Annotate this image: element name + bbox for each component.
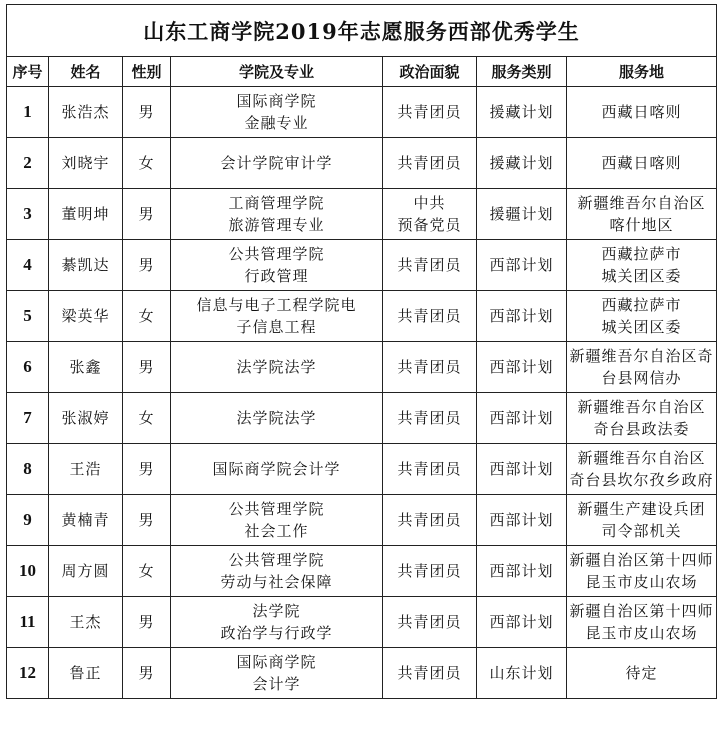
table-row [7, 138, 717, 189]
cell-name: 王浩 [49, 444, 123, 495]
cell-college-line: 公共管理学院 [228, 551, 325, 569]
cell-name: 梁英华 [49, 291, 123, 342]
cell-politics-line: 共青团员 [397, 562, 462, 580]
cell-college [171, 189, 383, 240]
cell-politics [383, 291, 477, 342]
cell-politics [383, 87, 477, 138]
cell-name: 黄楠青 [49, 495, 123, 546]
cell-name: 王杰 [49, 597, 123, 648]
cell-politics-line: 中共 [413, 194, 446, 212]
cell-place [567, 240, 717, 291]
cell-no: 6 [7, 342, 49, 393]
cell-category: 山东计划 [477, 648, 567, 699]
cell-gender: 男 [123, 189, 171, 240]
table-row [7, 87, 717, 138]
cell-politics [383, 495, 477, 546]
cell-place-line: 城关团区委 [601, 267, 682, 285]
cell-gender: 女 [123, 546, 171, 597]
cell-category: 西部计划 [477, 597, 567, 648]
cell-place [567, 546, 717, 597]
cell-gender: 男 [123, 240, 171, 291]
cell-no: 3 [7, 189, 49, 240]
table-body [7, 87, 717, 699]
cell-name: 周方圆 [49, 546, 123, 597]
cell-no: 7 [7, 393, 49, 444]
table-title: 山东工商学院2019年志愿服务西部优秀学生 [7, 5, 717, 57]
cell-place-line: 西藏拉萨市 [601, 296, 682, 314]
cell-no: 5 [7, 291, 49, 342]
cell-politics [383, 444, 477, 495]
cell-no: 2 [7, 138, 49, 189]
cell-place-line: 奇台县政法委 [593, 420, 690, 438]
cell-gender: 男 [123, 87, 171, 138]
cell-place [567, 291, 717, 342]
cell-college [171, 444, 383, 495]
cell-category: 援疆计划 [477, 189, 567, 240]
table-row [7, 342, 717, 393]
cell-politics-line: 共青团员 [397, 613, 462, 631]
cell-place [567, 393, 717, 444]
cell-place [567, 648, 717, 699]
cell-politics [383, 546, 477, 597]
cell-politics [383, 342, 477, 393]
cell-category: 西部计划 [477, 546, 567, 597]
cell-politics [383, 138, 477, 189]
cell-place [567, 495, 717, 546]
cell-gender: 女 [123, 291, 171, 342]
cell-politics-line: 共青团员 [397, 460, 462, 478]
table-row [7, 444, 717, 495]
cell-college [171, 138, 383, 189]
cell-gender: 女 [123, 138, 171, 189]
cell-college [171, 87, 383, 138]
cell-college-line: 劳动与社会保障 [220, 573, 333, 591]
cell-place-line: 新疆自治区第十四师 [569, 602, 714, 620]
cell-no: 11 [7, 597, 49, 648]
header-name: 姓名 [49, 57, 123, 87]
cell-name: 张淑婷 [49, 393, 123, 444]
cell-college [171, 546, 383, 597]
cell-place-line: 城关团区委 [601, 318, 682, 336]
cell-place-line: 昆玉市皮山农场 [585, 573, 698, 591]
cell-no: 10 [7, 546, 49, 597]
cell-category: 援藏计划 [477, 87, 567, 138]
cell-no: 4 [7, 240, 49, 291]
cell-politics [383, 393, 477, 444]
cell-no: 12 [7, 648, 49, 699]
cell-place-line: 西藏拉萨市 [601, 245, 682, 263]
cell-college [171, 291, 383, 342]
cell-name: 董明坤 [49, 189, 123, 240]
header-category: 服务类别 [477, 57, 567, 87]
cell-gender: 男 [123, 444, 171, 495]
cell-college [171, 342, 383, 393]
cell-category: 西部计划 [477, 342, 567, 393]
cell-politics-line: 预备党员 [397, 216, 462, 234]
cell-college [171, 648, 383, 699]
cell-name: 刘晓宇 [49, 138, 123, 189]
table-row [7, 291, 717, 342]
cell-college-line: 子信息工程 [236, 318, 317, 336]
cell-college-line: 工商管理学院 [228, 194, 325, 212]
cell-place-line: 新疆维吾尔自治区 [577, 449, 706, 467]
cell-politics-line: 共青团员 [397, 409, 462, 427]
cell-place-line: 新疆自治区第十四师 [569, 551, 714, 569]
cell-college [171, 393, 383, 444]
cell-politics-line: 共青团员 [397, 307, 462, 325]
table-row [7, 495, 717, 546]
cell-college-line: 行政管理 [244, 267, 309, 285]
cell-college-line: 国际商学院 [236, 92, 317, 110]
cell-politics-line: 共青团员 [397, 358, 462, 376]
header-place: 服务地 [567, 57, 717, 87]
cell-politics [383, 240, 477, 291]
cell-name: 张鑫 [49, 342, 123, 393]
cell-politics-line: 共青团员 [397, 154, 462, 172]
table-row [7, 189, 717, 240]
cell-politics-line: 共青团员 [397, 256, 462, 274]
cell-gender: 男 [123, 648, 171, 699]
header-row [7, 57, 717, 87]
cell-place-line: 奇台县坎尔孜乡政府 [569, 471, 714, 489]
table-row [7, 393, 717, 444]
cell-college-line: 国际商学院会计学 [212, 460, 341, 478]
cell-college-line: 法学院 [252, 602, 301, 620]
cell-gender: 男 [123, 342, 171, 393]
cell-place [567, 138, 717, 189]
cell-name: 张浩杰 [49, 87, 123, 138]
cell-gender: 女 [123, 393, 171, 444]
cell-college-line: 公共管理学院 [228, 245, 325, 263]
cell-place-line: 新疆生产建设兵团 [577, 500, 706, 518]
cell-place-line: 昆玉市皮山农场 [585, 624, 698, 642]
cell-politics [383, 597, 477, 648]
cell-college-line: 法学院法学 [236, 409, 317, 427]
cell-place [567, 444, 717, 495]
cell-category: 西部计划 [477, 444, 567, 495]
header-college: 学院及专业 [171, 57, 383, 87]
cell-college-line: 会计学院审计学 [220, 154, 333, 172]
cell-no: 8 [7, 444, 49, 495]
cell-college [171, 240, 383, 291]
cell-place-line: 西藏日喀则 [601, 103, 682, 121]
cell-place-line: 司令部机关 [601, 522, 682, 540]
cell-college-line: 法学院法学 [236, 358, 317, 376]
cell-no: 1 [7, 87, 49, 138]
cell-politics [383, 189, 477, 240]
cell-place [567, 87, 717, 138]
cell-college-line: 金融专业 [244, 114, 309, 132]
cell-college [171, 495, 383, 546]
cell-place-line: 新疆维吾尔自治区 [577, 398, 706, 416]
cell-place [567, 189, 717, 240]
volunteer-students-table [6, 4, 717, 699]
cell-gender: 男 [123, 495, 171, 546]
cell-place-line: 新疆维吾尔自治区 [577, 194, 706, 212]
table-row [7, 546, 717, 597]
cell-college-line: 会计学 [252, 675, 301, 693]
header-no: 序号 [7, 57, 49, 87]
table-row [7, 648, 717, 699]
cell-college-line: 政治学与行政学 [220, 624, 333, 642]
cell-college-line: 旅游管理专业 [228, 216, 325, 234]
cell-place [567, 342, 717, 393]
cell-college-line: 国际商学院 [236, 653, 317, 671]
table-row [7, 597, 717, 648]
cell-college-line: 公共管理学院 [228, 500, 325, 518]
cell-place-line: 待定 [625, 664, 658, 682]
cell-place-line: 西藏日喀则 [601, 154, 682, 172]
header-politics: 政治面貌 [383, 57, 477, 87]
cell-category: 西部计划 [477, 393, 567, 444]
cell-politics-line: 共青团员 [397, 664, 462, 682]
cell-college-line: 信息与电子工程学院电 [196, 296, 357, 314]
table-row [7, 240, 717, 291]
cell-gender: 男 [123, 597, 171, 648]
cell-name: 鲁正 [49, 648, 123, 699]
cell-place-line: 新疆维吾尔自治区奇 [569, 347, 714, 365]
cell-name: 綦凯达 [49, 240, 123, 291]
cell-category: 西部计划 [477, 240, 567, 291]
cell-place [567, 597, 717, 648]
cell-college-line: 社会工作 [244, 522, 309, 540]
cell-place-line: 台县网信办 [601, 369, 682, 387]
cell-politics-line: 共青团员 [397, 103, 462, 121]
header-gender: 性别 [123, 57, 171, 87]
cell-college [171, 597, 383, 648]
cell-politics [383, 648, 477, 699]
cell-no: 9 [7, 495, 49, 546]
cell-category: 西部计划 [477, 291, 567, 342]
cell-category: 援藏计划 [477, 138, 567, 189]
cell-place-line: 喀什地区 [609, 216, 674, 234]
cell-politics-line: 共青团员 [397, 511, 462, 529]
cell-category: 西部计划 [477, 495, 567, 546]
